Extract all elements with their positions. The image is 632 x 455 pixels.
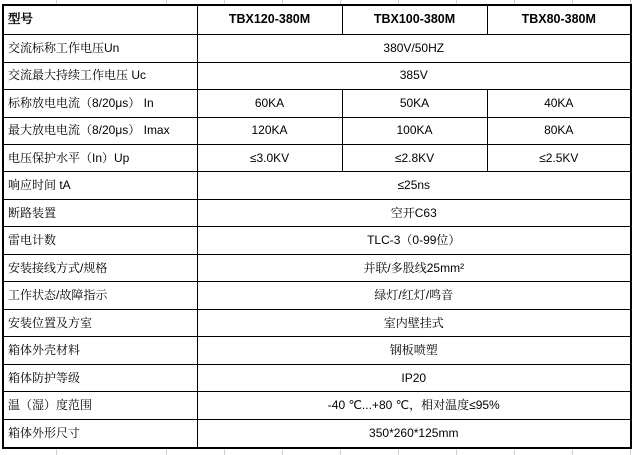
table-row-enclosure-dimensions — [3, 419, 631, 448]
column-header-tbx100: TBX100-380M — [342, 5, 487, 35]
column-header-tbx120: TBX120-380M — [197, 5, 342, 35]
table-row-wiring-spec — [3, 254, 631, 281]
row-value: 60KA — [197, 90, 342, 117]
row-label: 断路装置 — [3, 199, 197, 226]
row-value: 钢板喷塑 — [197, 337, 631, 364]
table-row-install-position — [3, 309, 631, 336]
row-value: ≤2.8KV — [342, 144, 487, 171]
row-label: 雷电计数 — [3, 227, 197, 254]
row-label: 交流最大持续工作电压 Uc — [3, 62, 197, 89]
row-label: 安装位置及方室 — [3, 309, 197, 336]
row-value: 绿灯/红灯/鸣音 — [197, 282, 631, 309]
row-label: 最大放电电流（8/20μs） Imax — [3, 117, 197, 144]
table-row-status-indicator — [3, 282, 631, 309]
column-header-tbx80: TBX80-380M — [487, 5, 631, 35]
row-label: 箱体外形尺寸 — [3, 419, 197, 448]
row-value: 120KA — [197, 117, 342, 144]
table-row-protection-rating — [3, 364, 631, 391]
table-row-nominal-voltage — [3, 35, 631, 62]
row-value: 空开C63 — [197, 199, 631, 226]
table-row-enclosure-material — [3, 337, 631, 364]
row-value: ≤3.0KV — [197, 144, 342, 171]
row-value: 并联/多股线25mm² — [197, 254, 631, 281]
row-value: 100KA — [342, 117, 487, 144]
table-row-lightning-counter — [3, 227, 631, 254]
row-value: -40 ℃...+80 ℃，相对温度≤95% — [197, 392, 631, 419]
row-value: ≤2.5KV — [487, 144, 631, 171]
row-value: 40KA — [487, 90, 631, 117]
row-label: 安装接线方式/规格 — [3, 254, 197, 281]
table-row-max-discharge-current — [3, 117, 631, 144]
row-value: 50KA — [342, 90, 487, 117]
row-value: 350*260*125mm — [197, 419, 631, 448]
table-row-temperature-humidity-range — [3, 392, 631, 419]
table-row-voltage-protection-level — [3, 144, 631, 171]
table-header-row — [3, 5, 631, 35]
row-label: 标称放电电流（8/20μs） In — [3, 90, 197, 117]
row-label: 响应时间 tA — [3, 172, 197, 199]
row-value: 室内壁挂式 — [197, 309, 631, 336]
row-label: 交流标称工作电压Un — [3, 35, 197, 62]
row-value: IP20 — [197, 364, 631, 391]
table-row-breaker-device — [3, 199, 631, 226]
row-label: 箱体外壳材料 — [3, 337, 197, 364]
row-value: 80KA — [487, 117, 631, 144]
table-row-response-time — [3, 172, 631, 199]
spec-table — [2, 4, 632, 449]
row-value: ≤25ns — [197, 172, 631, 199]
row-value: 380V/50HZ — [197, 35, 631, 62]
row-value: 385V — [197, 62, 631, 89]
column-header-model: 型号 — [3, 5, 197, 35]
row-label: 工作状态/故障指示 — [3, 282, 197, 309]
row-label: 电压保护水平（In）Up — [3, 144, 197, 171]
row-label: 温（湿）度范围 — [3, 392, 197, 419]
table-row-nominal-discharge-current — [3, 90, 631, 117]
spreadsheet-gridlines-bottom — [0, 449, 632, 455]
row-label: 箱体防护等级 — [3, 364, 197, 391]
row-value: TLC-3（0-99位） — [197, 227, 631, 254]
table-row-max-continuous-voltage — [3, 62, 631, 89]
